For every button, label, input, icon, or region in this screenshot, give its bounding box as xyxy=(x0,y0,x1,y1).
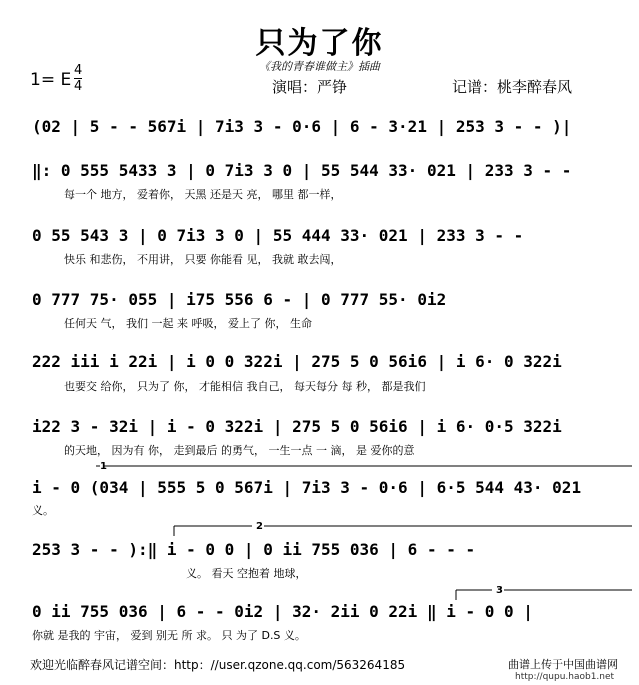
score-line-8-lyrics: 义。 看天 空抱着 地球， xyxy=(186,567,307,580)
score-line-7-lyrics: 义。 xyxy=(32,504,54,517)
score-line-3-lyrics: 快乐 和悲伤， 不用讲， 只要 你能看 见， 我就 敢去闯， xyxy=(64,253,342,266)
footer-brand-url[interactable]: http://qupu.haob1.net xyxy=(515,672,615,682)
song-subtitle: 《我的青春谁做主》插曲 xyxy=(259,60,380,73)
score-line-1-notes: (02 | 5 - - 567i | 7i3 3 - 0·6 | 6 - 3·21 | 253 3 - - )| xyxy=(32,117,572,136)
meter-top: 4 xyxy=(74,63,83,78)
volta-1-label: 1 xyxy=(100,461,107,472)
transcriber-credit: 记谱：桃李醉春风 xyxy=(452,78,573,96)
meter-bottom: 4 xyxy=(74,79,83,94)
score-line-2-lyrics: 每一个 地方， 爱着你， 天黑 还是天 亮， 哪里 都一样， xyxy=(64,188,342,201)
footer-visit-text: 欢迎光临醉春风记谱空间：http：//user.qzone.qq.com/563264185 xyxy=(30,658,406,672)
key-signature: 1= E xyxy=(30,70,72,90)
score-line-3-notes: 0 55 543 3 | 0 7i3 3 0 | 55 444 33· 021 | 233 3 - - xyxy=(32,226,524,245)
song-title: 只为了你 xyxy=(255,26,384,61)
footer-brand: 曲谱上传于中国曲谱网 xyxy=(508,658,618,671)
score-line-9-lyrics: 你就 是我的 宇宙， 爱到 别无 所 求。 只 为了 D.S 义。 xyxy=(32,629,306,642)
volta-3-label: 3 xyxy=(496,585,503,596)
score-line-9-notes: 0 ii 755 036 | 6 - - 0i2 | 32· 2ii 0 22i ‖ i - 0 0 | xyxy=(32,602,533,621)
singer-credit: 演唱：严铮 xyxy=(272,78,348,96)
score-line-6-lyrics: 的天地， 因为有 你， 走到最后 的勇气， 一生一点 一 滴， 是 爱你的意 xyxy=(64,444,415,457)
score-line-4-notes: 0 777 75· 055 | i75 556 6 - | 0 777 55· 0i2 xyxy=(32,290,447,309)
score-line-4-lyrics: 任何天 气， 我们 一起 来 呼吸， 爱上了 你， 生命 xyxy=(64,317,312,330)
score-line-6-notes: i22 3 - 32i | i - 0 322i | 275 5 0 56i6 | i 6· 0·5 322i xyxy=(32,417,562,436)
score-line-8-notes: 253 3 - - ):‖ i - 0 0 | 0 ii 755 036 | 6 - - - xyxy=(32,540,476,559)
volta-2-label: 2 xyxy=(256,521,263,532)
score-line-5-notes: 222 iii i 22i | i 0 0 322i | 275 5 0 56i6 | i 6· 0 322i xyxy=(32,352,562,371)
score-line-2-notes: ‖: 0 555 5433 3 | 0 7i3 3 0 | 55 544 33· 021 | 233 3 - - xyxy=(32,161,572,180)
score-line-5-lyrics: 也要交 给你， 只为了 你， 才能相信 我自己， 每天每分 每 秒， 都是我们 xyxy=(64,380,426,393)
score-line-7-notes: i - 0 (034 | 555 5 0 567i | 7i3 3 - 0·6 | 6·5 544 43· 021 xyxy=(32,478,582,497)
